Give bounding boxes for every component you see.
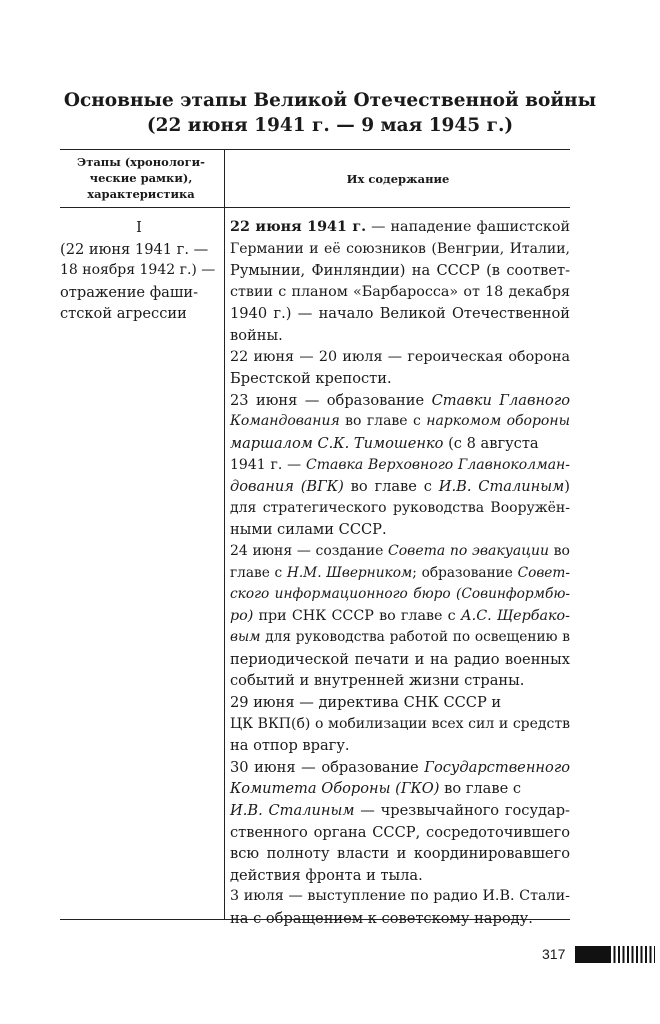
content-line (230, 433, 570, 455)
content-line (230, 455, 570, 477)
content-line: Румынии, Финляндии) на СССР (в соответ- (230, 262, 570, 280)
content-line: для стратегического руководства Вооружён- (230, 499, 570, 516)
content-line: Брестской крепости. (230, 370, 392, 388)
content-line: 22 июня — 20 июля — героическая оборона (230, 348, 570, 365)
content-line (230, 584, 570, 606)
text-run: ) (564, 478, 570, 496)
content-line (230, 606, 570, 628)
title-line-1: Основные этапы Великой Отечественной войны (63, 90, 597, 111)
content-line: на с обращением к советскому народу. (230, 910, 533, 927)
content-line (230, 541, 570, 563)
content-line (230, 476, 570, 498)
italic-run: наркомом обороны (426, 413, 570, 430)
text-run: 1941 г. — (230, 456, 306, 473)
italic-run: Командования (230, 413, 340, 430)
content-line: периодической печати и на радио военных (230, 650, 570, 668)
page-number: 317 (542, 946, 566, 962)
italic-run: Ставка Верховного Главноколман- (305, 456, 570, 473)
content-line: 1940 г.) — начало Великой Отечественной (230, 305, 570, 323)
content-line: на отпор врагу. (230, 737, 350, 755)
stage-line: отражение фаши- (60, 283, 199, 301)
content-line: всю полноту власти и координировавшего (230, 845, 570, 863)
header-stages-line: Этапы (хронологи- (77, 155, 205, 169)
italic-run: Комитета Обороны (ГКО) (230, 780, 440, 798)
table-header-rule (60, 207, 570, 208)
stage-cell (60, 217, 218, 325)
content-line: действия фронта и тыла. (230, 866, 423, 884)
content-line (230, 563, 570, 585)
italic-run: Н.М. Шверником (286, 564, 413, 581)
italic-run: вым (230, 629, 261, 646)
text-run: — нападение фашистской (366, 219, 570, 235)
content-line: 3 июля — выступление по радио И.В. Стали- (230, 888, 570, 905)
stage-line: стской агрессии (60, 305, 187, 323)
text-run: 30 июня — образование (230, 758, 425, 776)
header-stages-line: характеристика (87, 187, 195, 201)
content-line: 29 июня — директива СНК СССР и (230, 694, 502, 712)
title-line-2: (22 июня 1941 г. — 9 мая 1945 г.) (146, 115, 514, 136)
text-run: во главе с (439, 780, 522, 798)
italic-run: И.В. Сталиным (230, 802, 355, 820)
date-emphasis: 22 июня 1941 г. (230, 219, 367, 235)
text-run: ; образование (412, 564, 518, 581)
content-line: событий и внутренней жизни страны. (230, 672, 525, 690)
italic-run: Ставки Главного (431, 391, 570, 409)
content-line: войны. (230, 326, 283, 344)
italic-run: дования (ВГК) (230, 478, 344, 496)
content-line: ствии с планом «Барбаросса» от 18 декабря (230, 283, 570, 300)
text-run: — чрезвычайного государ- (354, 802, 570, 820)
content-line (230, 778, 570, 800)
page-edge-marker-icon (575, 946, 655, 963)
content-line: ЦК ВКП(б) о мобилизации всех сил и средств (230, 715, 570, 732)
text-run: для руководства работой по освещению в (260, 629, 570, 646)
table-top-rule (60, 149, 570, 150)
content-line: ственного органа СССР, сосредоточившего (230, 823, 570, 841)
italic-run: И.В. Сталиным (438, 478, 565, 496)
stage-line: 18 ноября 1942 г.) — (60, 262, 216, 279)
content-line (230, 390, 570, 412)
italic-run: Государственного (424, 758, 570, 776)
stage-number: I (136, 219, 142, 236)
header-stages-line: ческие рамки), (89, 171, 193, 185)
header-stages (64, 154, 218, 202)
text-run: при СНК СССР во главе с (253, 607, 461, 624)
content-line (230, 757, 570, 779)
content-line (230, 217, 570, 239)
text-run: во главе с (343, 478, 439, 496)
content-line (230, 627, 570, 649)
stage-line: (22 июня 1941 г. — (60, 240, 209, 258)
italic-run: маршалом С.К. Тимошенко (230, 434, 444, 452)
italic-run: А.С. Щербако- (460, 607, 570, 624)
page-title (60, 88, 600, 138)
content-line: Германии и её союзников (Венгрии, Италии, (230, 240, 570, 257)
italic-run: ро) (230, 607, 254, 624)
text-run: (с 8 августа (443, 434, 539, 452)
italic-run: ского информационного бюро (Совинформбю- (230, 586, 570, 603)
text-run: во (549, 542, 570, 559)
content-line (230, 411, 570, 433)
italic-run: Совета по эвакуации (388, 542, 549, 559)
marker-stripes (609, 946, 655, 963)
text-run: 23 июня — образование (230, 391, 432, 409)
header-content: Их содержание (346, 172, 450, 186)
text-run: главе с (230, 564, 287, 581)
table-column-divider (224, 149, 225, 919)
marker-solid-block (575, 946, 609, 963)
text-run: во главе с (339, 413, 427, 430)
content-line (230, 800, 570, 822)
text-run: 24 июня — создание (230, 542, 389, 559)
italic-run: Совет- (517, 564, 570, 581)
content-cell (230, 217, 570, 930)
content-line: ными силами СССР. (230, 521, 387, 539)
